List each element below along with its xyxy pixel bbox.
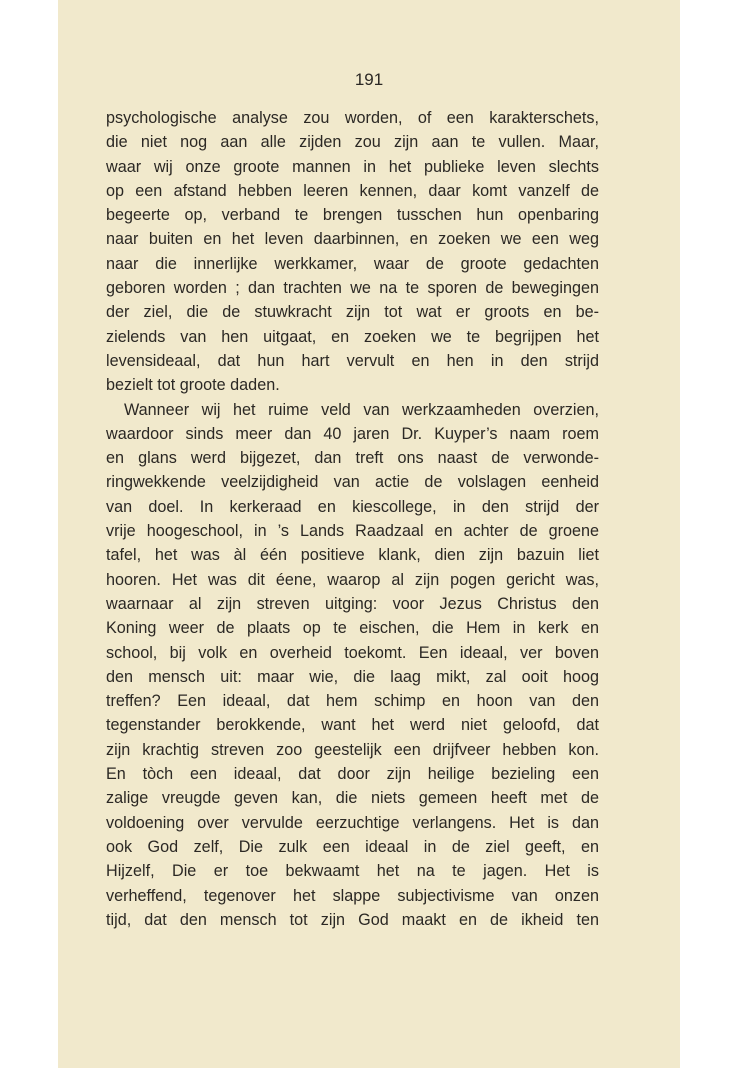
text-line: voldoening over vervulde eerzuchtige verlangens. Het is dan	[106, 813, 599, 832]
text-line: Wanneer wij het ruime veld van werkzaamheden overzien,	[124, 400, 599, 419]
page-number: 191	[354, 70, 384, 89]
text-line: ringwekkende veelzijdigheid van actie de volslagen eenheid	[106, 473, 599, 492]
text-line: waar wij onze groote mannen in het publieke leven slechts	[106, 157, 599, 176]
text-line: op een afstand hebben leeren kennen, daar komt vanzelf de	[106, 181, 599, 200]
book-page	[58, 0, 680, 1068]
text-line: tafel, het was àl één positieve klank, dien zijn bazuin liet	[106, 546, 599, 565]
text-line: waarnaar al zijn streven uitging: voor Jezus Christus den	[106, 594, 599, 613]
text-line: treffen? Een ideaal, dat hem schimp en hoon van den	[106, 692, 599, 711]
body-text	[106, 106, 599, 932]
text-line: den mensch uit: maar wie, die laag mikt, zal ooit hoog	[106, 667, 599, 686]
text-line: begeerte op, verband te brengen tusschen hun openbaring	[106, 206, 599, 225]
text-line: psychologische analyse zou worden, of een karakterschets,	[106, 109, 599, 127]
text-line: geboren worden ; dan trachten we na te sporen de bewegingen	[106, 279, 599, 298]
text-line: verheffend, tegenover het slappe subjectivisme van onzen	[106, 886, 599, 905]
text-line: naar die innerlijke werkkamer, waar de groote gedachten	[106, 254, 599, 273]
text-line: tegenstander berokkende, want het werd niet geloofd, dat	[106, 716, 599, 735]
text-line: En tòch een ideaal, dat door zijn heilige bezieling een	[106, 765, 599, 784]
text-line: vrije hoogeschool, in ’s Lands Raadzaal en achter de groene	[106, 522, 599, 541]
text-line: levensideaal, dat hun hart vervult en hen in den strijd	[106, 351, 599, 370]
text-line: Koning weer de plaats op te eischen, die Hem in kerk en	[106, 619, 599, 638]
text-line: zielends van hen uitgaat, en zoeken we te begrijpen het	[106, 327, 599, 346]
text-line: school, bij volk en overheid toekomt. Een ideaal, ver boven	[106, 643, 599, 662]
text-line: der ziel, die de stuwkracht zijn tot wat er groots en be-	[106, 303, 599, 322]
paragraph	[106, 106, 599, 398]
text-line: die niet nog aan alle zijden zou zijn aan te vullen. Maar,	[106, 133, 599, 152]
text-line: Hijzelf, Die er toe bekwaamt het na te jagen. Het is	[106, 862, 599, 881]
paragraph	[106, 398, 599, 933]
text-line: waardoor sinds meer dan 40 jaren Dr. Kuyper’s naam roem	[106, 424, 599, 443]
text-line: zalige vreugde geven kan, die niets gemeen heeft met de	[106, 789, 599, 808]
text-line: naar buiten en het leven daarbinnen, en zoeken we een weg	[106, 230, 599, 249]
text-line: van doel. In kerkeraad en kiescollege, in den strijd der	[106, 497, 599, 516]
text-line: bezielt tot groote daden.	[106, 376, 280, 395]
text-line: tijd, dat den mensch tot zijn God maakt en de ikheid ten	[106, 910, 599, 929]
text-line: ook God zelf, Die zulk een ideaal in de ziel geeft, en	[106, 837, 599, 856]
text-line: zijn krachtig streven zoo geestelijk een drijfveer hebben kon.	[106, 740, 599, 759]
text-line: en glans werd bijgezet, dan treft ons naast de verwonde-	[106, 449, 599, 468]
text-line: hooren. Het was dit éene, waarop al zijn pogen gericht was,	[106, 570, 599, 589]
